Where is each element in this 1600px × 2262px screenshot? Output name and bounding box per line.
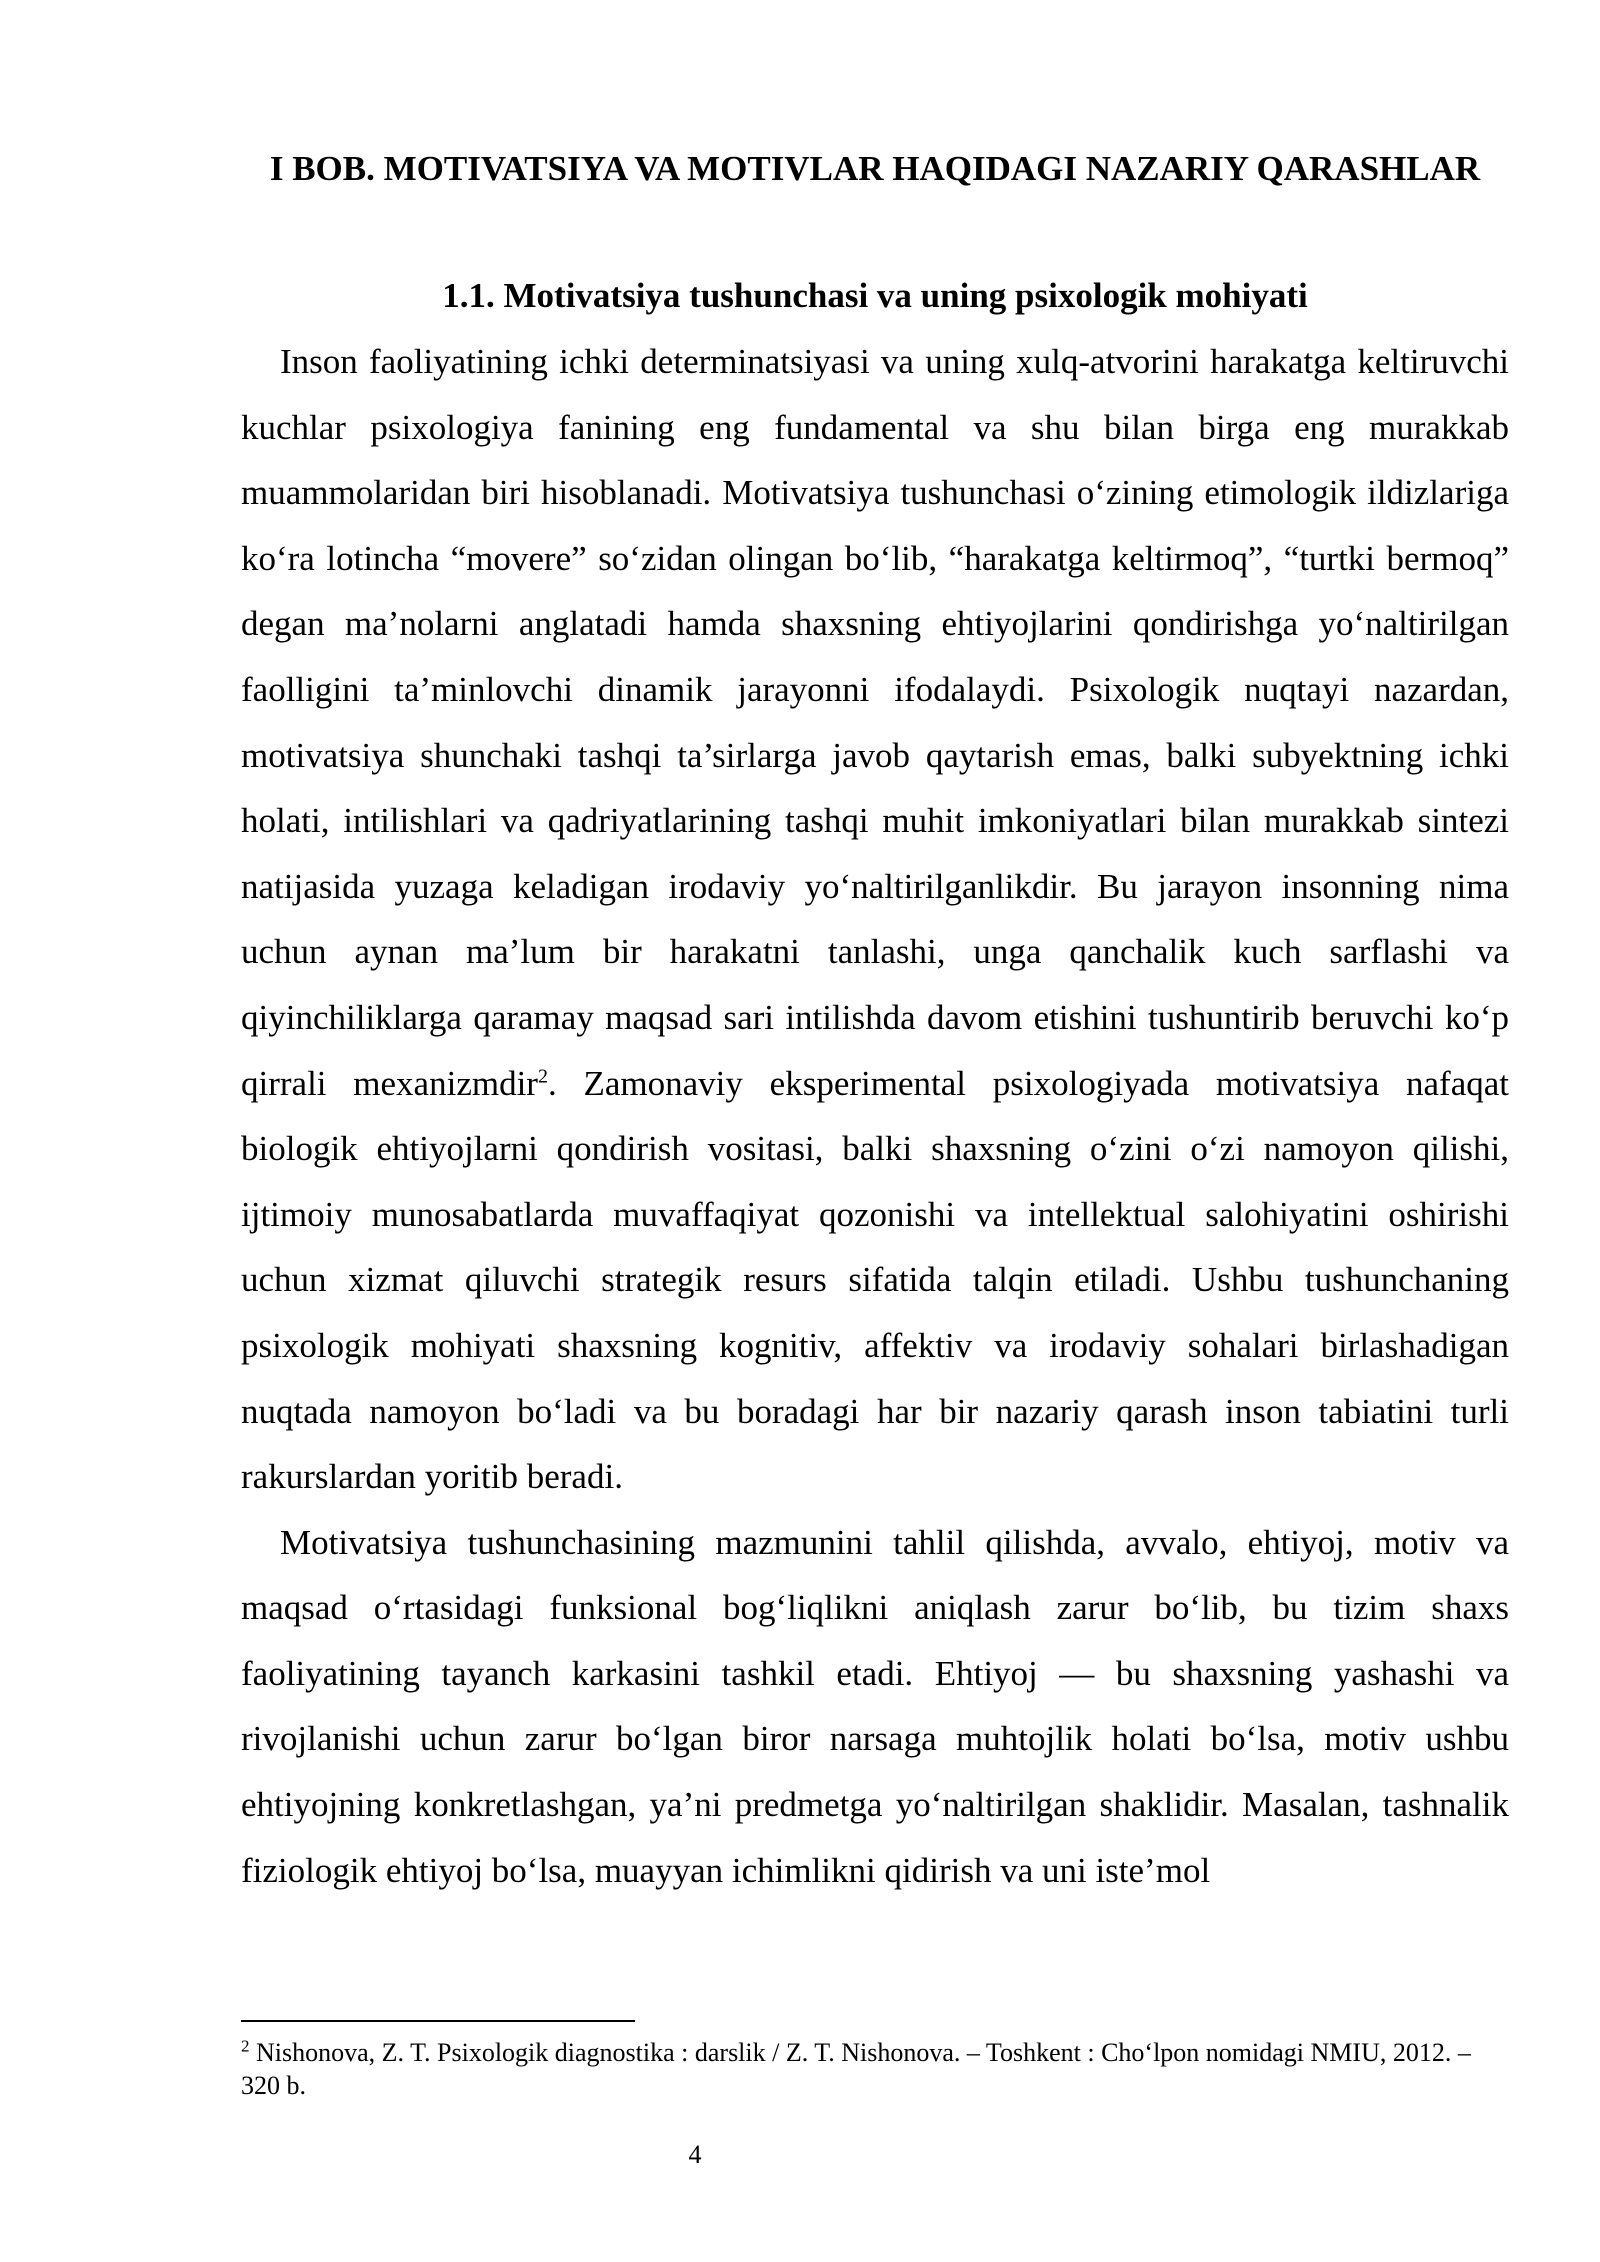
footnote-reference: 2 bbox=[537, 1064, 548, 1087]
footnote-number: 2 bbox=[241, 2036, 250, 2056]
section-title: 1.1. Motivatsiya tushunchasi va uning psixologik mohiyati bbox=[442, 276, 1308, 315]
footnote bbox=[241, 2036, 1509, 2102]
paragraph-1-text-before-footnote: Inson faoliyatining ichki determinatsiyasi va uning xulq-atvorini harakatga keltiruvchi kuchlar psixologiya fanining eng fundamental va shu bilan birga eng murakkab muammolaridan biri hisoblanadi. Motivatsiya tushunchasi o‘zining etimologik ildizlariga ko‘ra lotincha “movere” so‘zidan olingan bo‘lib, “harakatga keltirmoq”, “turtki bermoq” degan ma’nolarni anglatadi hamda shaxsning ehtiyojlarini qondirishga yo‘naltirilgan faolligini ta’minlovchi dinamik jarayonni ifodalaydi. Psixologik nuqtayi nazardan, motivatsiya shunchaki tashqi ta’sirlarga javob qaytarish emas, balki subyektning ichki holati, intilishlari va qadriyatlarining tashqi muhit imkoniyatlari bilan murakkab sintezi natijasida yuzaga keladigan irodaviy yo‘naltirilganlikdir. Bu jarayon insonning nima uchun aynan ma’lum bir harakatni tanlashi, unga qanchalik kuch sarflashi va qiyinchiliklarga qaramay maqsad sari intilishda davom etishini tushuntirib beruvchi ko‘p qirrali mexanizmdir bbox=[241, 342, 1509, 1103]
paragraph-1 bbox=[241, 329, 1509, 1510]
chapter-title: I BOB. MOTIVATSIYA VA MOTIVLAR HAQIDAGI NAZARIY QARASHLAR bbox=[269, 149, 1481, 188]
footnote-separator bbox=[241, 2020, 635, 2022]
footnote-text: Nishonova, Z. T. Psixologik diagnostika : darslik / Z. T. Nishonova. – Toshkent : Cho‘lpon nomidagi NMIU, 2012. – 320 b. bbox=[241, 2038, 1471, 2100]
page-number: 4 bbox=[688, 2140, 702, 2169]
body-text bbox=[241, 329, 1509, 1903]
paragraph-1-text-after-footnote: . Zamonaviy eksperimental psixologiyada motivatsiya nafaqat biologik ehtiyojlarni qondirish vositasi, balki shaxsning o‘zini o‘zi namoyon qilishi, ijtimoiy munosabatlarda muvaffaqiyat qozonishi va intellektual salohiyatini oshirishi uchun xizmat qiluvchi strategik resurs sifatida talqin etiladi. Ushbu tushunchaning psixologik mohiyati shaxsning kognitiv, affektiv va irodaviy sohalari birlashadigan nuqtada namoyon bo‘ladi va bu boradagi har bir nazariy qarash inson tabiatini turli rakurslardan yoritib beradi. bbox=[241, 1063, 1509, 1497]
paragraph-2: Motivatsiya tushunchasining mazmunini tahlil qilishda, avvalo, ehtiyoj, motiv va maqsad o‘rtasidagi funksional bog‘liqlikni aniqlash zarur bo‘lib, bu tizim shaxs faoliyatining tayanch karkasini tashkil etadi. Ehtiyoj — bu shaxsning yashashi va rivojlanishi uchun zarur bo‘lgan biror narsaga muhtojlik holati bo‘lsa, motiv ushbu ehtiyojning konkretlashgan, ya’ni predmetga yo‘naltirilgan shaklidir. Masalan, tashnalik fiziologik ehtiyoj bo‘lsa, muayyan ichimlikni qidirish va uni iste’mol bbox=[241, 1522, 1509, 1890]
